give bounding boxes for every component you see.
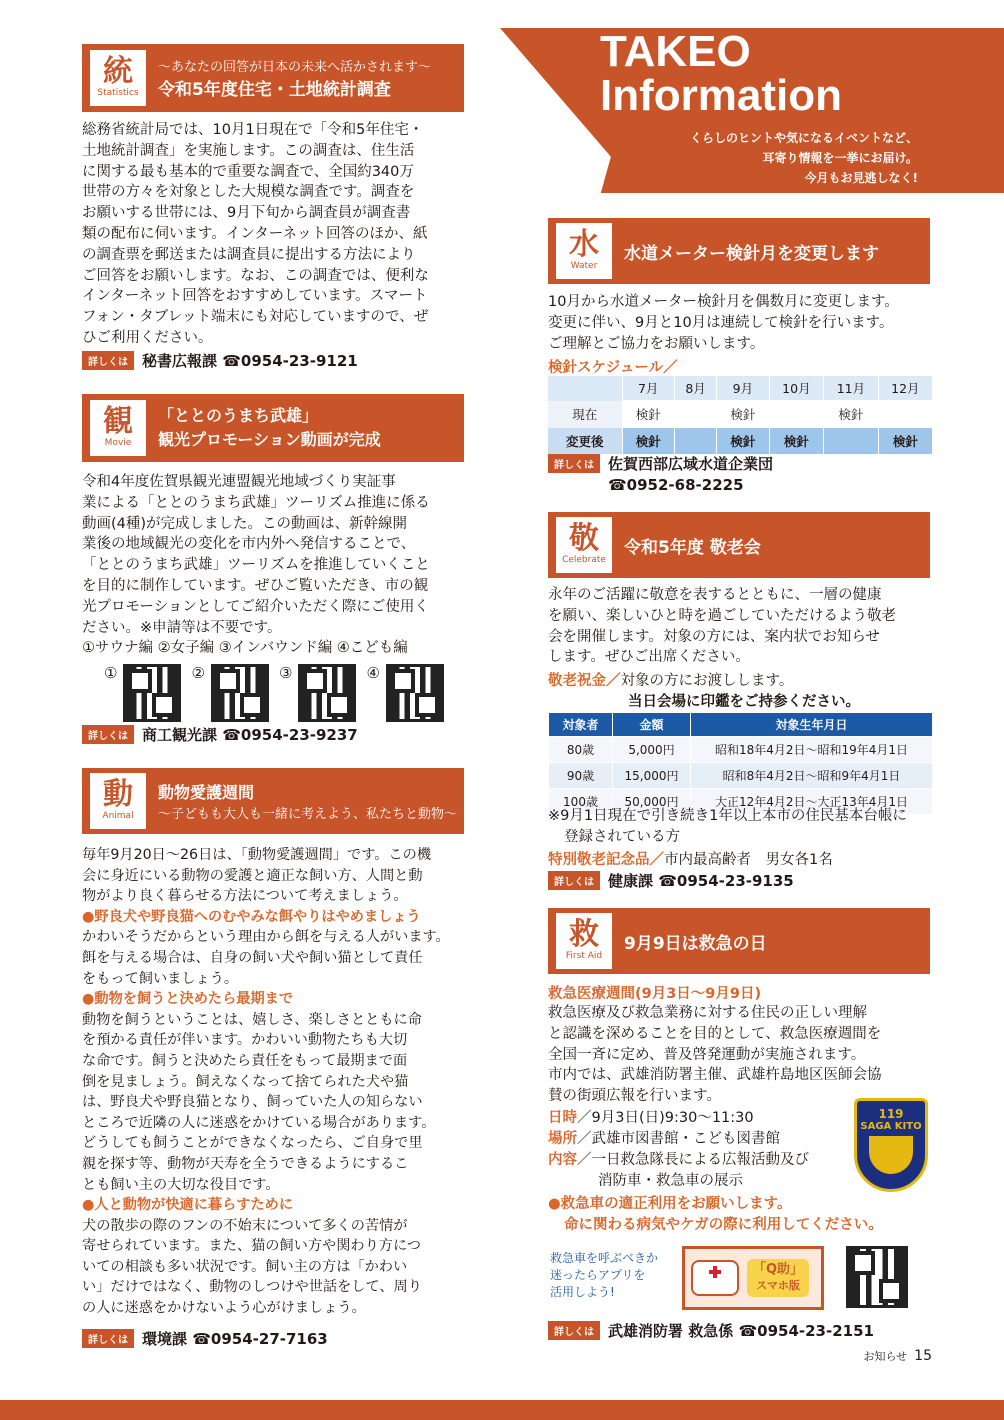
text-line: いての相談も多い状況です。飼い主の方は「かわい bbox=[82, 1258, 408, 1275]
table-row-label: 現在 bbox=[548, 401, 622, 428]
text-line: 倒を見ましょう。飼えなくなって捨てられた犬や猫 bbox=[82, 1073, 409, 1090]
movie-badge: 観 Movie bbox=[90, 400, 146, 456]
text-line: に関する最も基本的で重要な調査で、全国約340万 bbox=[82, 163, 414, 180]
qr-code-icon bbox=[123, 664, 181, 722]
qr-code-icon[interactable] bbox=[846, 1246, 908, 1308]
table-cell: 検針 bbox=[769, 428, 824, 455]
qr-4[interactable]: ④ bbox=[367, 664, 444, 722]
qr-2[interactable]: ② bbox=[192, 664, 269, 722]
celebrate-badge: 敬 Celebrate bbox=[556, 517, 612, 573]
text-line: ところで近隣の人に迷惑をかけている場合があります。 bbox=[82, 1114, 436, 1131]
table-cell bbox=[674, 401, 716, 428]
text-line: かわいそうだからという理由から餌を与える人がいます。 bbox=[82, 929, 450, 946]
gift-note: 当日会場に印鑑をご持参ください。 bbox=[628, 694, 860, 710]
qr-code-icon bbox=[298, 664, 356, 722]
text-line: 総務省統計局では、10月1日現在で「令和5年住宅・ bbox=[82, 122, 424, 138]
text-line: を願い、楽しいひと時を過ごしていただけるよう敬老 bbox=[548, 607, 896, 624]
celebrate-contact: 詳しくは 健康課 ☎0954-23-9135 bbox=[548, 870, 794, 891]
table-cell: 検針 bbox=[717, 428, 769, 455]
firstaid-body bbox=[548, 1003, 932, 1107]
text-line: を預かる責任が伴います。かわいい動物たちも大切 bbox=[82, 1032, 408, 1049]
text-line: な命です。飼うと決めたら責任をもって最期まで面 bbox=[82, 1052, 408, 1069]
text-line: い」だけではなく、動物のしつけや世話をして、周り bbox=[82, 1279, 422, 1296]
table-header: 12月 bbox=[878, 376, 932, 401]
firstaid-badge: 救 First Aid bbox=[556, 913, 612, 969]
firstaid-appeal: ●救急車の適正利用をお願いします。 命に関わる病気やケガの際に利用してください。 bbox=[548, 1196, 883, 1233]
text-line: ①サウナ編 ②女子編 ③インバウンド編 ④こども編 bbox=[82, 640, 408, 657]
text-line: 会に身近にいる動物の愛護と適正な飼い方、人間と動 bbox=[82, 867, 423, 884]
table-cell: 大正12年4月2日〜大正13年4月1日 bbox=[691, 789, 933, 815]
table-cell bbox=[878, 401, 932, 428]
schedule-label: 検針スケジュール／ bbox=[548, 360, 678, 376]
text-line: 光プロモーションとしてご紹介いただく際にご使用く bbox=[82, 598, 429, 615]
firstaid-details: 日時／9月3日(日)9:30〜11:30 場所／武雄市図書館・こども図書館 内容／一日救急隊長による広報活動及び 消防車・救急車の展示 bbox=[548, 1110, 809, 1189]
text-line: 「ととのうまち武雄」ツーリズムを推進していくこと bbox=[82, 557, 430, 574]
text-line: どうしても飼うことができなくなったら、ご自身で里 bbox=[82, 1135, 423, 1152]
water-badge: 水 Water bbox=[556, 223, 612, 279]
table-cell: 90歳 bbox=[549, 763, 613, 789]
table-cell: 検針 bbox=[717, 401, 769, 428]
text-line: 物がより良く暮らせる方法について考えましょう。 bbox=[82, 888, 408, 905]
table-header: 7月 bbox=[622, 376, 674, 401]
celebrate-body bbox=[548, 585, 932, 668]
app-hint: 救急車を呼ぶべきか 迷ったらアプリを 活用しよう! bbox=[550, 1251, 659, 1299]
table-header: 金額 bbox=[613, 713, 691, 737]
movie-banner: 観 Movie 「ととのうまち武雄」 観光プロモーション動画が完成 bbox=[82, 394, 464, 462]
text-line: とも飼い主の大切な役目です。 bbox=[82, 1176, 280, 1193]
text-line: の人に迷惑をかけないよう心がけましょう。 bbox=[82, 1300, 366, 1317]
table-cell: 昭和18年4月2日〜昭和19年4月1日 bbox=[691, 737, 933, 763]
text-line: 会を開催します。対象の方には、案内状でお知らせ bbox=[548, 628, 880, 645]
statistics-body bbox=[82, 120, 466, 349]
table-cell: 検針 bbox=[622, 428, 674, 455]
water-banner: 水 Water 水道メーター検針月を変更します bbox=[548, 218, 930, 284]
text-line: 業後の地域観光の変化を市内外へ発信することで、 bbox=[82, 536, 416, 553]
text-line: します。ぜひご出席ください。 bbox=[548, 649, 750, 666]
table-header: 対象生年月日 bbox=[691, 713, 933, 737]
text-line: 市内では、武雄消防署主催、武雄杵島地区医師会協 bbox=[548, 1067, 882, 1084]
statistics-badge: 統 Statistics bbox=[90, 50, 146, 106]
header-title: TAKEO Information bbox=[600, 27, 842, 120]
qr-code-icon bbox=[211, 664, 269, 722]
gift-table bbox=[548, 713, 932, 814]
special-line: 特別敬老記念品／市内最高齢者 男女各1名 bbox=[548, 852, 833, 868]
text-line: 業による「ととのうまち武雄」ツーリズム推進に係る bbox=[82, 494, 430, 511]
text-line: 寄せられています。また、猫の飼い方や関わり方につ bbox=[82, 1238, 422, 1255]
table-header: 対象者 bbox=[549, 713, 613, 737]
celebrate-banner: 敬 Celebrate 令和5年度 敬老会 bbox=[548, 512, 930, 578]
qr-1[interactable]: ① bbox=[104, 664, 181, 722]
statistics-contact: 詳しくは 秘書広報課 ☎0954-23-9121 bbox=[82, 350, 358, 371]
table-cell: 検針 bbox=[824, 401, 879, 428]
qr-row bbox=[104, 664, 444, 722]
text-line: を目的に制作しています。ぜひご覧いただき、市の観 bbox=[82, 577, 429, 594]
text-line: をもって飼いましょう。 bbox=[82, 970, 239, 987]
text-line: ご理解とご協力をお願いします。 bbox=[548, 335, 765, 352]
text-line: 賛の街頭広報を行います。 bbox=[548, 1088, 721, 1105]
table-cell: 昭和8年4月2日〜昭和9年4月1日 bbox=[691, 763, 933, 789]
statistics-banner: 統 Statistics 〜あなたの回答が日本の未来へ活かされます〜 令和5年度住宅・土地統計調査 bbox=[82, 44, 464, 112]
text-line: 親を探す等、動物が天寿を全うできるようにするこ bbox=[82, 1155, 409, 1172]
water-body bbox=[548, 292, 932, 354]
text-line: 救急医療及び救急業務に対する住民の正しい理解 bbox=[548, 1005, 867, 1021]
table-cell: 検針 bbox=[622, 401, 674, 428]
ambulance-icon bbox=[691, 1260, 739, 1296]
header-tagline: くらしのヒントや気になるイベントなど、 耳寄り情報を一挙にお届け。 今月もお見逃しなく! bbox=[689, 131, 918, 185]
table-cell bbox=[548, 376, 622, 401]
water-contact: 詳しくは 佐賀西部広域水道企業団 ☎0952-68-2225 bbox=[548, 454, 773, 496]
text-line: 犬の散歩の際のフンの不始末について多くの苦情が bbox=[82, 1217, 408, 1234]
text-line: 餌を与える場合は、自身の飼い犬や飼い猫として責任 bbox=[82, 949, 423, 966]
section-heading: ●野良犬や野良猫へのむやみな餌やりはやめましょう bbox=[82, 908, 421, 925]
animal-badge: 動 Animal bbox=[90, 773, 146, 829]
celebrate-note: ※9月1日現在で引き続き1年以上本市の住民基本台帳に 登録されている方 bbox=[548, 808, 907, 845]
text-line: 動画(4種)が完成しました。この動画は、新幹線開 bbox=[82, 515, 408, 532]
table-cell bbox=[824, 428, 879, 455]
movie-body bbox=[82, 472, 466, 659]
table-cell: 検針 bbox=[878, 428, 932, 455]
table-header: 11月 bbox=[824, 376, 879, 401]
text-line: 10月から水道メーター検針月を偶数月に変更します。 bbox=[548, 294, 899, 310]
animal-contact: 詳しくは 環境課 ☎0954-27-7163 bbox=[82, 1328, 328, 1349]
text-line: 類の配布に伺います。インターネット回答のほか、紙 bbox=[82, 225, 428, 242]
text-line: 永年のご活躍に敬意を表するとともに、一層の健康 bbox=[548, 587, 882, 603]
section-heading: ●動物を飼うと決めたら最期まで bbox=[82, 991, 294, 1008]
text-line: と認識を深めることを目的として、救急医療週間を bbox=[548, 1025, 882, 1042]
text-line: ひご利用ください。 bbox=[82, 329, 213, 346]
table-header: 8月 bbox=[674, 376, 716, 401]
table-cell: 5,000円 bbox=[613, 737, 691, 763]
footer-text: お知らせ 15 bbox=[863, 1348, 932, 1364]
text-line: 変更に伴い、9月と10月は連続して検針を行います。 bbox=[548, 314, 894, 331]
text-line: インターネット回答をおすすめしています。スマート bbox=[82, 288, 428, 305]
text-line: 全国一斉に定め、普及啓発運動が実施されます。 bbox=[548, 1046, 866, 1063]
firstaid-week: 救急医療週間(9月3日〜9月9日) bbox=[548, 986, 762, 1002]
text-line: 世帯の方々を対象とした大規模な調査です。調査を bbox=[82, 184, 415, 201]
qsuke-app-banner[interactable]: 「Q助」 スマホ版 bbox=[682, 1246, 824, 1310]
table-cell: 50,000円 bbox=[613, 789, 691, 815]
text-line: 毎年9月20日〜26日は、「動物愛護週間」です。この機 bbox=[82, 847, 432, 863]
table-row-label: 変更後 bbox=[548, 428, 622, 455]
animal-body bbox=[82, 845, 466, 1319]
section-heading: ●人と動物が快適に暮らすために bbox=[82, 1197, 294, 1214]
animal-banner: 動 Animal 動物愛護週間 〜子どもも大人も一緒に考えよう、私たちと動物〜 bbox=[82, 768, 464, 834]
firstaid-banner: 救 First Aid 9月9日は救急の日 bbox=[548, 908, 930, 974]
table-cell: 15,000円 bbox=[613, 763, 691, 789]
text-line: ださい。※申請等は不要です。 bbox=[82, 619, 282, 636]
text-line: 動物を飼うということは、嬉しさ、楽しさとともに命 bbox=[82, 1011, 422, 1028]
text-line: の調査票を郵送または調査員に提出する方法により bbox=[82, 246, 416, 263]
text-line: ご回答をお願いします。なお、この調査では、便利な bbox=[82, 267, 429, 284]
movie-contact: 詳しくは 商工観光課 ☎0954-23-9237 bbox=[82, 724, 358, 745]
schedule-table bbox=[548, 376, 932, 454]
table-header: 9月 bbox=[717, 376, 769, 401]
text-line: 令和4年度佐賀県観光連盟観光地域づくり実証事 bbox=[82, 474, 396, 490]
text-line: は、野良犬や野良猫となり、飼っていた人の知らない bbox=[82, 1094, 423, 1111]
gift-line: 敬老祝金／対象の方にお渡しします。 bbox=[548, 673, 794, 689]
table-cell bbox=[769, 401, 824, 428]
text-line: 土地統計調査」を実施します。この調査は、住生活 bbox=[82, 142, 415, 159]
text-line: フォン・タブレット端末にも対応していますので、ぜ bbox=[82, 309, 429, 326]
table-cell bbox=[674, 428, 716, 455]
table-header: 10月 bbox=[769, 376, 824, 401]
table-cell: 100歳 bbox=[549, 789, 613, 815]
text-line: お願いする世帯には、9月下旬から調査員が調査書 bbox=[82, 205, 411, 222]
table-cell: 80歳 bbox=[549, 737, 613, 763]
footer-bar bbox=[0, 1400, 1004, 1420]
firstaid-contact: 詳しくは 武雄消防署 救急係 ☎0954-23-2151 bbox=[548, 1320, 874, 1341]
qr-code-icon bbox=[386, 664, 444, 722]
qr-3[interactable]: ③ bbox=[279, 664, 356, 722]
fire-emblem-icon: 119 SAGA KITO bbox=[854, 1098, 928, 1192]
